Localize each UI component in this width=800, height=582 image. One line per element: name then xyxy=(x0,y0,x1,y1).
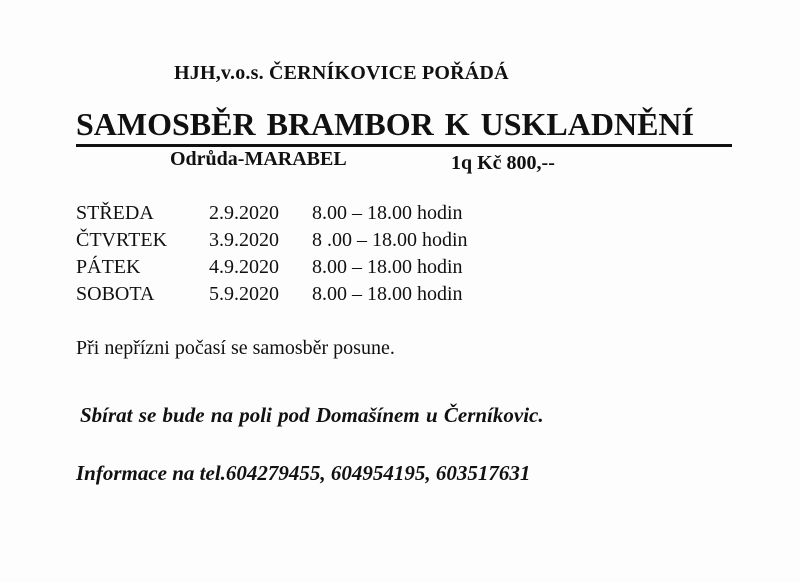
price-label: 1q Kč 800,-- xyxy=(451,152,555,174)
weather-note: Při nepřízni počasí se samosběr posune. xyxy=(76,337,395,359)
schedule-hours: 8.00 – 18.00 hodin xyxy=(312,256,463,278)
schedule-hours: 8.00 – 18.00 hodin xyxy=(312,283,463,305)
contact-info: Informace na tel.604279455, 604954195, 603517631 xyxy=(76,461,531,485)
schedule-hours: 8.00 – 18.00 hodin xyxy=(312,202,463,224)
schedule-date: 2.9.2020 xyxy=(209,202,279,224)
headline: SAMOSBĚR BRAMBOR K USKLADNĚNÍ xyxy=(76,104,732,147)
schedule-hours: 8 .00 – 18.00 hodin xyxy=(312,229,468,251)
variety-label: Odrůda-MARABEL xyxy=(170,148,347,170)
schedule-date: 4.9.2020 xyxy=(209,256,279,278)
schedule-day: SOBOTA xyxy=(76,283,155,305)
schedule-day: ČTVRTEK xyxy=(76,229,168,251)
schedule-day: STŘEDA xyxy=(76,202,154,224)
schedule-day: PÁTEK xyxy=(76,256,141,278)
schedule-date: 3.9.2020 xyxy=(209,229,279,251)
organizer-line: HJH,v.o.s. ČERNÍKOVICE POŘÁDÁ xyxy=(174,62,509,84)
schedule-date: 5.9.2020 xyxy=(209,283,279,305)
location-note: Sbírat se bude na poli pod Domašínem u Černíkovic. xyxy=(80,403,544,427)
